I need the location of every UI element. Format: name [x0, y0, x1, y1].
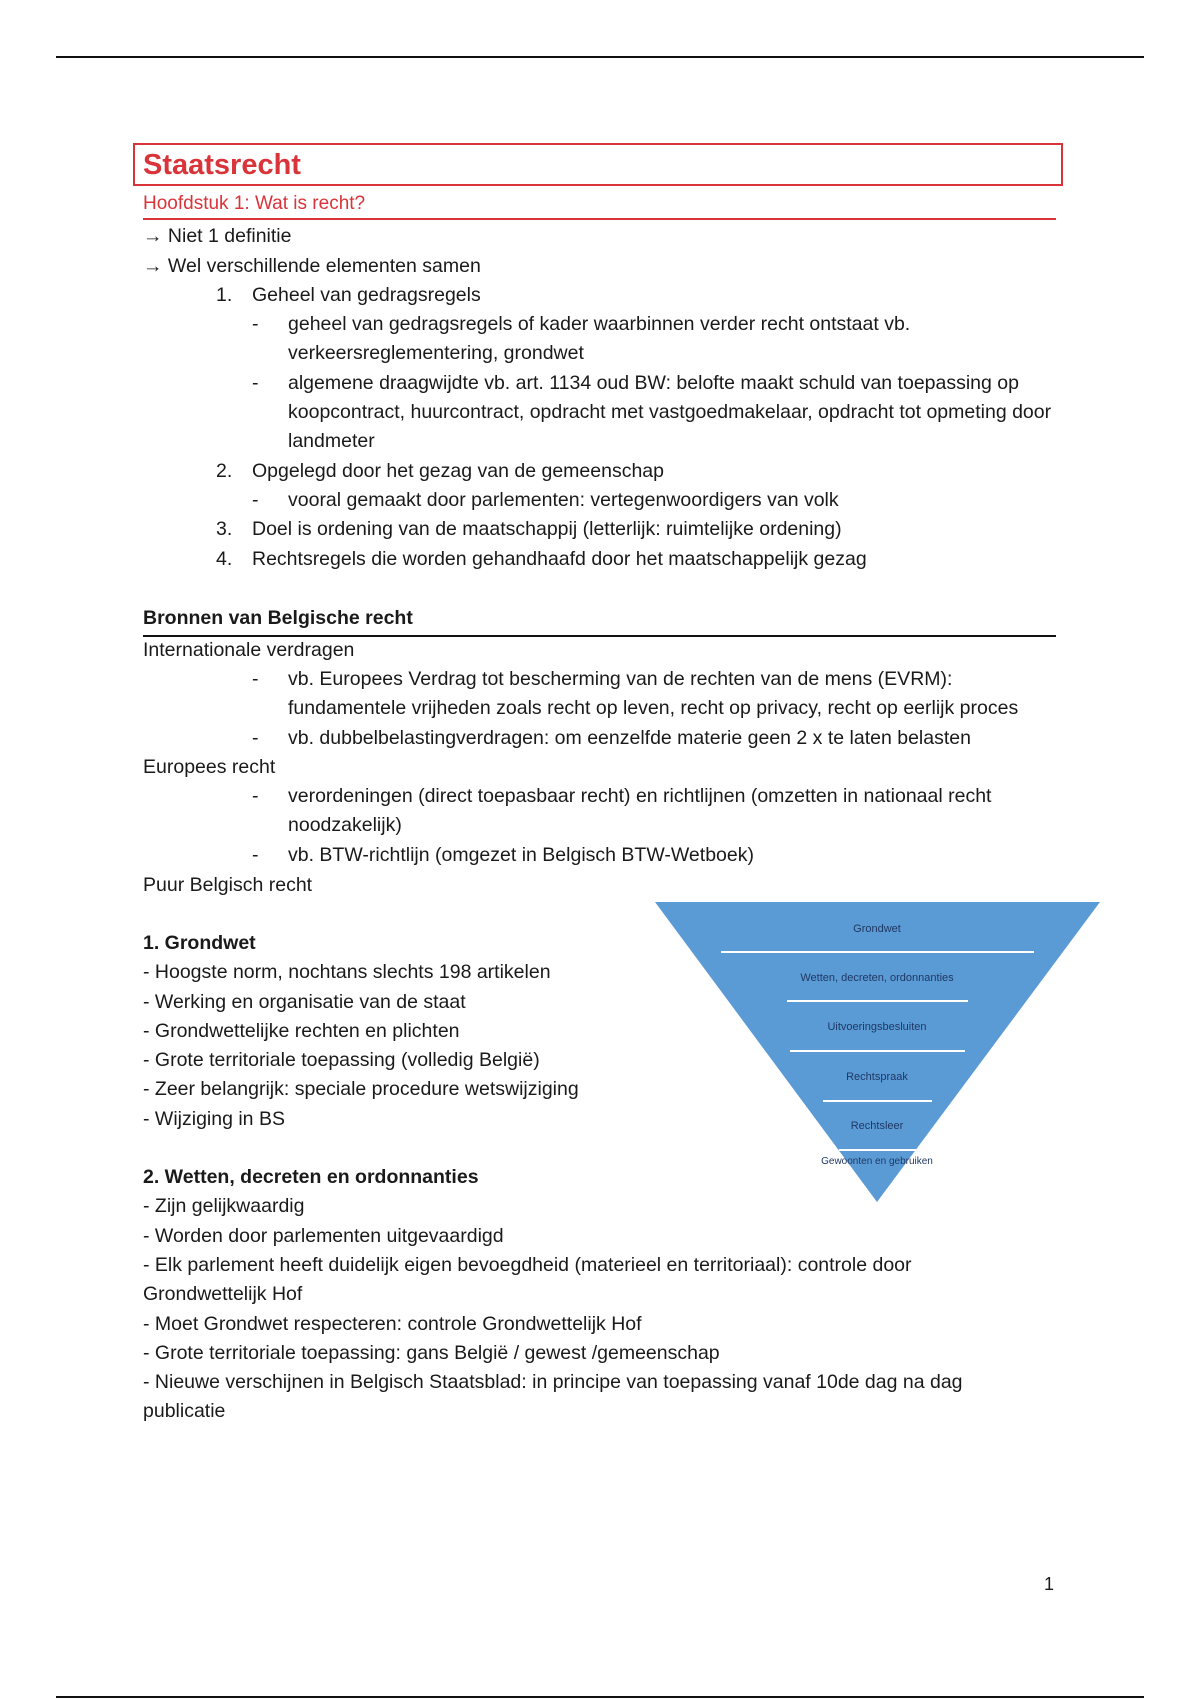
subheading: Internationale verdragen: [143, 639, 355, 661]
grondwet-heading: 1. Grondwet: [143, 932, 256, 954]
list-item: Rechtsregels die worden gehandhaafd door het maatschappelijk gezag: [252, 548, 867, 570]
bullet-text: algemene draagwijdte vb. art. 1134 oud BW: belofte maakt schuld van toepassing op koopcontract, huurcontract, opdracht met vastgoedmakelaar, opdracht tot opmeting door landmeter: [288, 372, 1052, 452]
bullet-text: vooral gemaakt door parlementen: vertegenwoordigers van volk: [288, 489, 839, 511]
bullet-text: vb. dubbelbelastingverdragen: om eenzelfde materie geen 2 x te laten belasten: [288, 727, 971, 749]
list-item: Opgelegd door het gezag van de gemeenschap: [252, 460, 664, 482]
grondwet-item: - Grondwettelijke rechten en plichten: [143, 1020, 460, 1042]
bullet-dash: -: [252, 785, 259, 807]
bullet-dash: -: [252, 489, 259, 511]
list-number: 3.: [216, 518, 233, 540]
wetten-item: - Elk parlement heeft duidelijk eigen bevoegdheid (materieel en territoriaal): controle door Grondwettelijk Hof: [143, 1254, 912, 1305]
bullet-dash: -: [252, 727, 259, 749]
subheading: Europees recht: [143, 756, 276, 778]
list-number: 4.: [216, 548, 233, 570]
pyramid-level-label: Wetten, decreten, ordonnanties: [800, 972, 954, 984]
bullet-text: vb. BTW-richtlijn (omgezet in Belgisch BTW-Wetboek): [288, 844, 754, 866]
wetten-item: - Moet Grondwet respecteren: controle Grondwettelijk Hof: [143, 1313, 642, 1335]
grondwet-item: - Grote territoriale toepassing (volledig België): [143, 1049, 540, 1071]
grondwet-item: - Werking en organisatie van de staat: [143, 991, 466, 1013]
list-number: 1.: [216, 284, 233, 306]
list-number: 2.: [216, 460, 233, 482]
law-hierarchy-pyramid: [655, 902, 1100, 1202]
bullet-dash: -: [252, 668, 259, 690]
bullet-dash: -: [252, 313, 259, 335]
wetten-item: - Nieuwe verschijnen in Belgisch Staatsblad: in principe van toepassing vanaf 10de dag na dag publicatie: [143, 1371, 963, 1422]
bullet-text: vb. Europees Verdrag tot bescherming van de rechten van de mens (EVRM): fundamentele vrijheden zoals recht op leven, recht op privacy, recht op eerlijk proces: [288, 668, 1019, 719]
intro-line: → Niet 1 definitie: [143, 225, 292, 247]
intro-line: → Wel verschillende elementen samen: [143, 255, 481, 277]
section-heading: Bronnen van Belgische recht: [143, 604, 1056, 637]
pyramid-level-label: Rechtspraak: [846, 1071, 908, 1083]
pyramid-level-label: Grondwet: [853, 923, 901, 935]
list-item: Geheel van gedragsregels: [252, 284, 481, 306]
grondwet-item: - Zeer belangrijk: speciale procedure wetswijziging: [143, 1078, 579, 1100]
list-item: Doel is ordening van de maatschappij (letterlijk: ruimtelijke ordening): [252, 518, 842, 540]
wetten-item: - Zijn gelijkwaardig: [143, 1195, 305, 1217]
bullet-text: geheel van gedragsregels of kader waarbinnen verder recht ontstaat vb. verkeersreglementering, grondwet: [288, 313, 911, 364]
chapter-heading: Hoofdstuk 1: Wat is recht?: [143, 193, 1056, 220]
page-number: 1: [1044, 1574, 1055, 1594]
page-title: Staatsrecht: [143, 149, 301, 181]
grondwet-item: - Hoogste norm, nochtans slechts 198 artikelen: [143, 961, 551, 983]
pyramid-level-label: Rechtsleer: [850, 1120, 904, 1132]
page-bottom-rule: [56, 1696, 1144, 1698]
title-box: [133, 143, 1063, 186]
bullet-text: verordeningen (direct toepasbaar recht) en richtlijnen (omzetten in nationaal recht noodzakelijk): [288, 785, 992, 836]
bullet-dash: -: [252, 372, 259, 394]
wetten-item: - Grote territoriale toepassing: gans België / gewest /gemeenschap: [143, 1342, 720, 1364]
subheading: Puur Belgisch recht: [143, 874, 313, 896]
page-top-rule: [56, 56, 1144, 58]
pyramid-level-label: Uitvoeringsbesluiten: [827, 1021, 927, 1033]
grondwet-item: - Wijziging in BS: [143, 1108, 285, 1130]
pyramid-level-label: Gewoonten en gebruiken: [821, 1156, 933, 1167]
bullet-dash: -: [252, 844, 259, 866]
wetten-item: - Worden door parlementen uitgevaardigd: [143, 1225, 504, 1247]
wetten-heading: 2. Wetten, decreten en ordonnanties: [143, 1166, 479, 1188]
